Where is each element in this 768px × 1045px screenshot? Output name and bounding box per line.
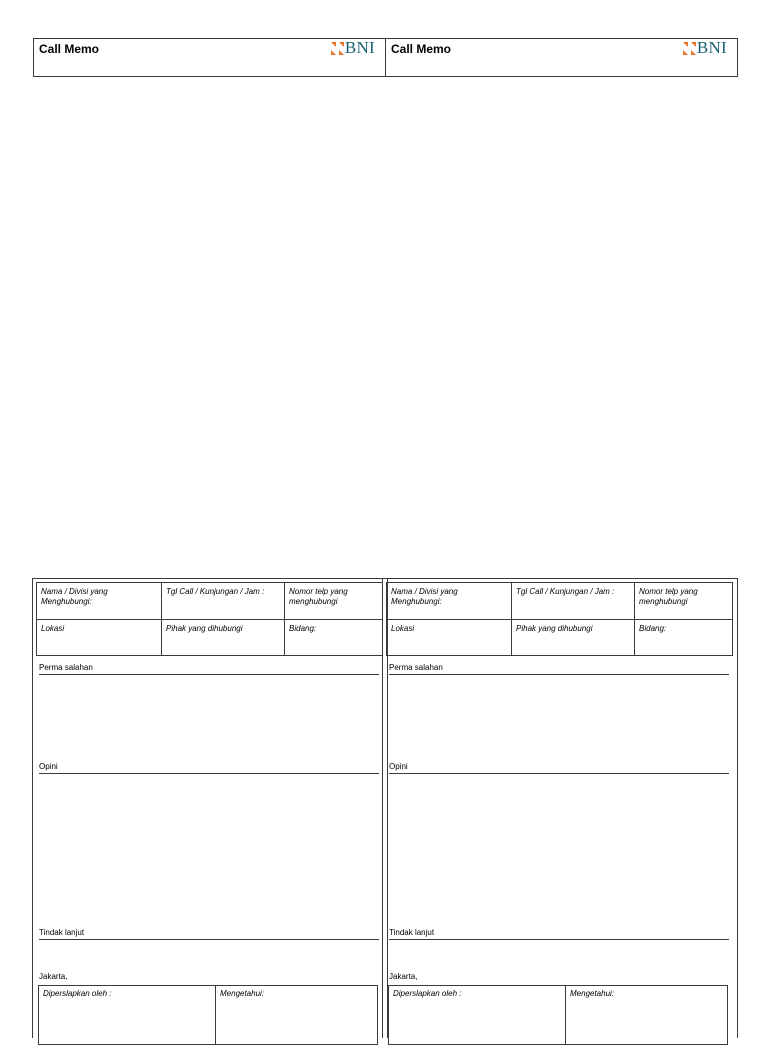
label-permasalahan: Perma salahan — [39, 663, 93, 672]
signature-table — [38, 985, 378, 1045]
opini-rule — [39, 773, 379, 774]
bni-logo-icon — [683, 42, 696, 55]
permasalahan-rule — [389, 674, 729, 675]
label-permasalahan: Perma salahan — [389, 663, 443, 672]
header-title: Call Memo — [391, 42, 452, 56]
label-opini: Opini — [389, 762, 408, 771]
field-nomor-telp[interactable]: Nomor telp yang menghubungi — [289, 587, 348, 606]
header-cell-right — [385, 39, 737, 76]
info-row — [387, 620, 732, 655]
field-lokasi[interactable]: Lokasi — [387, 620, 512, 655]
opini-rule — [389, 773, 729, 774]
field-pihak[interactable]: Pihak yang dihubungi — [162, 620, 285, 655]
logo-text: BNI — [696, 38, 727, 57]
bni-logo — [331, 40, 375, 56]
memo-form-right — [382, 578, 738, 1038]
memo-form-left — [32, 578, 388, 1038]
field-mengetahui[interactable]: Mengetahui: — [570, 989, 615, 998]
label-tindak-lanjut: Tindak lanjut — [39, 928, 85, 937]
info-row — [387, 583, 732, 620]
info-row — [37, 583, 382, 620]
permasalahan-rule — [39, 674, 379, 675]
field-pihak[interactable]: Pihak yang dihubungi — [512, 620, 635, 655]
field-bidang[interactable]: Bidang: — [289, 624, 317, 633]
label-jakarta: Jakarta, — [39, 972, 68, 981]
field-nama-divisi[interactable]: Nama / Divisi yang Menghubungi: — [37, 583, 162, 619]
info-table — [36, 582, 383, 656]
label-opini: Opini — [39, 762, 58, 771]
field-tgl-call[interactable]: Tgl Call / Kunjungan / Jam : — [162, 583, 285, 619]
field-lokasi[interactable]: Lokasi — [37, 620, 162, 655]
field-tgl-call[interactable]: Tgl Call / Kunjungan / Jam : — [512, 583, 635, 619]
bni-logo-icon — [331, 42, 344, 55]
field-bidang[interactable]: Bidang: — [639, 624, 667, 633]
call-memo-header — [33, 38, 738, 77]
label-jakarta: Jakarta, — [389, 972, 418, 981]
header-title: Call Memo — [39, 42, 100, 56]
tindak-lanjut-rule — [39, 939, 379, 940]
field-nama-divisi[interactable]: Nama / Divisi yang Menghubungi: — [387, 583, 512, 619]
info-table — [386, 582, 733, 656]
signature-table — [388, 985, 728, 1045]
bni-logo — [683, 40, 727, 56]
field-diperslapkan[interactable]: Diperslapkan oleh : — [389, 986, 566, 1044]
field-nomor-telp[interactable]: Nomor telp yang menghubungi — [639, 587, 698, 606]
field-mengetahui[interactable]: Mengetahui: — [220, 989, 265, 998]
logo-text: BNI — [344, 38, 375, 57]
field-diperslapkan[interactable]: Diperslapkan oleh : — [39, 986, 216, 1044]
label-tindak-lanjut: Tindak lanjut — [389, 928, 435, 937]
info-row — [37, 620, 382, 655]
header-cell-left — [34, 39, 385, 76]
tindak-lanjut-rule — [389, 939, 729, 940]
